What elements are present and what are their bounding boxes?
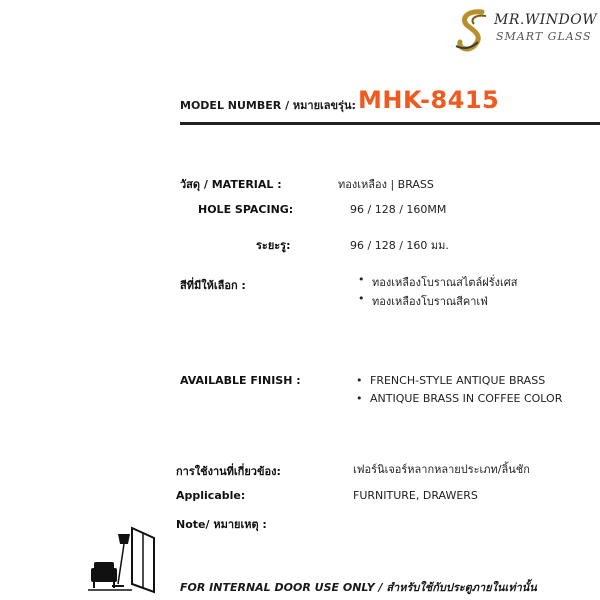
- finish-item: • ANTIQUE BRASS IN COFFEE COLOR: [370, 392, 562, 405]
- brand-tagline: SMART GLASS: [496, 30, 592, 43]
- color-item: • ทองเหลืองโบราณสไตล์ฝรั่งเศส: [372, 273, 517, 291]
- footer-note: FOR INTERNAL DOOR USE ONLY / สำหรับใช้กับประตูภายในเท่านั้น: [180, 581, 537, 594]
- spiral-logo-icon: [452, 6, 496, 52]
- colors-label: สีที่มีให้เลือก :: [180, 279, 246, 292]
- finish-item: • FRENCH-STYLE ANTIQUE BRASS: [370, 374, 545, 387]
- brand-name: MR.WINDOW: [494, 12, 598, 28]
- model-number-value: MHK-8415: [358, 86, 500, 114]
- armchair-lamp-window-icon: [88, 524, 160, 594]
- usage-label: การใช้งานที่เกี่ยวข้อง:: [176, 465, 281, 478]
- applicable-value: FURNITURE, DRAWERS: [353, 489, 478, 502]
- brand-logo: [452, 6, 598, 52]
- model-number-label: MODEL NUMBER / หมายเลขรุ่น:: [180, 99, 356, 112]
- finish-label: AVAILABLE FINISH :: [180, 374, 301, 387]
- hole-spacing-label: HOLE SPACING:: [198, 203, 294, 216]
- header-divider: [180, 122, 600, 125]
- spacing-th-label: ระยะรู:: [256, 239, 291, 252]
- color-item: • ทองเหลืองโบราณสีคาเฟ่: [372, 292, 488, 310]
- material-label: วัสดุ / MATERIAL :: [180, 178, 282, 191]
- applicable-label: Applicable:: [176, 489, 246, 502]
- material-value: ทองเหลือง | BRASS: [338, 178, 434, 191]
- hole-spacing-value: 96 / 128 / 160MM: [350, 203, 447, 216]
- usage-value: เฟอร์นิเจอร์หลากหลายประเภท/ลิ้นชัก: [353, 463, 530, 476]
- spacing-th-value: 96 / 128 / 160 มม.: [350, 239, 449, 252]
- note-label: Note/ หมายเหตุ :: [176, 518, 267, 531]
